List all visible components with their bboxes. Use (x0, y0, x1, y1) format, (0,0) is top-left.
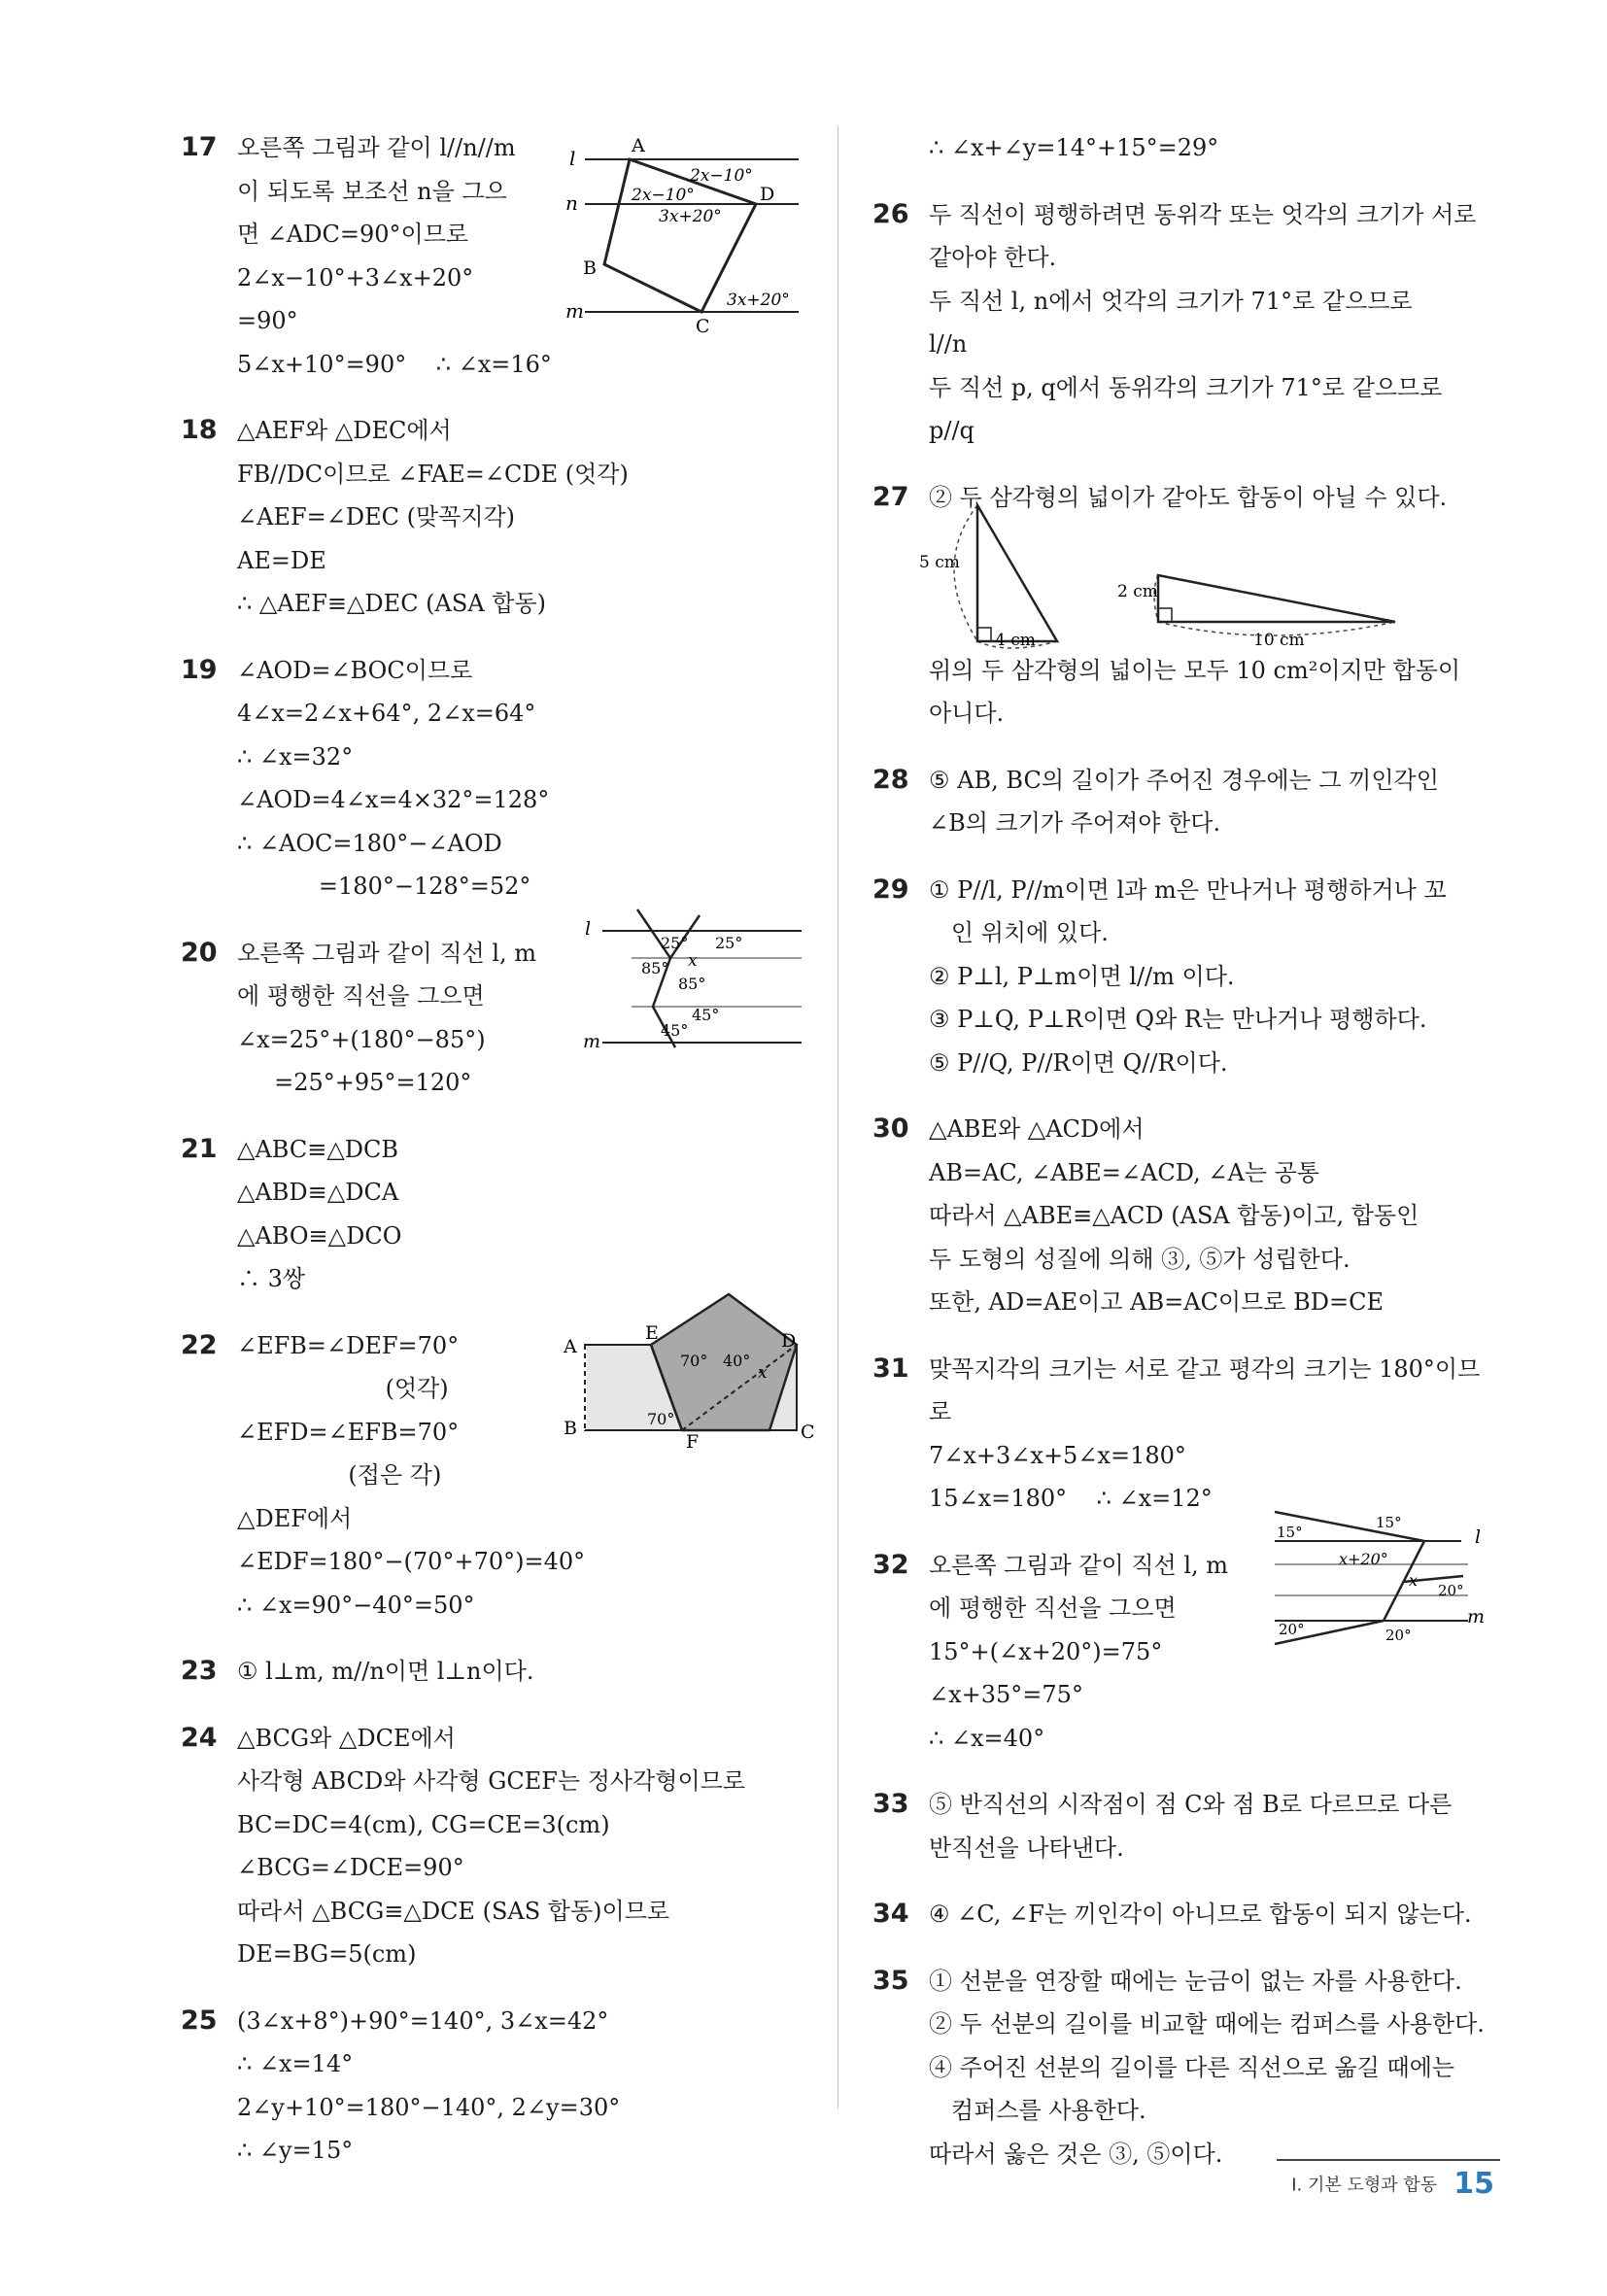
figure-17 (565, 132, 808, 336)
problem-number: 21 (181, 1133, 218, 1164)
solution-line: 에 평행한 직선을 그으면 (237, 982, 485, 1010)
solution-line: 2∠x−10°+3∠x+20° (237, 263, 474, 291)
solution-line: 오른쪽 그림과 같이 직선 l, m (929, 1551, 1229, 1579)
solution-line: ∴ 3쌍 (237, 1265, 306, 1292)
solution-line: 사각형 ABCD와 사각형 GCEF는 정사각형이므로 (237, 1767, 746, 1795)
solution-line: 두 도형의 성질에 의해 ③, ⑤가 성립한다. (929, 1245, 1351, 1273)
problem-body (237, 1128, 803, 1301)
solution-line: ∠AOD=∠BOC이므로 (237, 656, 473, 684)
solution-line: ∠EFD=∠EFB=70° (237, 1418, 460, 1446)
f27-side-2cm: 2 cm (1117, 582, 1158, 601)
problem-21 (181, 1128, 803, 1301)
solution-line: 오른쪽 그림과 같이 직선 l, m (237, 939, 537, 967)
solution-line: ∠AOD=4∠x=4×32°=128° (237, 786, 550, 813)
solution-line: 에 평행한 직선을 그으면 (929, 1594, 1177, 1622)
problem-19 (181, 649, 803, 908)
problem-number: 25 (181, 2005, 218, 2036)
solution-line: BC=DC=4(cm), CG=CE=3(cm) (237, 1810, 610, 1838)
right-column (872, 126, 1494, 2199)
f17-angle-1: 2x−10° (690, 166, 753, 186)
problem-body (929, 759, 1494, 845)
f17-label-l: l (569, 147, 576, 170)
solution-line: ∠AEF=∠DEC (맞꼭지각) (237, 503, 516, 531)
solution-line: ⑤ P//Q, P//R이면 Q//R이다. (929, 1048, 1228, 1077)
solution-line: 두 직선 l, n에서 엇각의 크기가 71°로 같으므로 (929, 287, 1413, 315)
problem-34 (872, 1893, 1494, 1936)
f20-angle-2: 25° (715, 934, 743, 952)
problem-number: 26 (872, 198, 909, 229)
f20-angle-6: 45° (692, 1006, 720, 1024)
problem-31 (872, 1348, 1494, 1521)
problem-35 (872, 1960, 1494, 2176)
f32-angle-1: 15° (1277, 1524, 1303, 1541)
chapter-label: Ⅰ. 기본 도형과 합동 (1291, 2175, 1438, 2196)
problem-number: 29 (872, 874, 909, 905)
problem-number: 22 (181, 1329, 218, 1360)
solution-line: ② 두 선분의 길이를 비교할 때에는 컴퍼스를 사용한다. (929, 2010, 1485, 2038)
f32-angle-5: 20° (1438, 1582, 1464, 1599)
problem-body (237, 2000, 803, 2173)
solution-line: ③ P⊥Q, P⊥R이면 Q와 R는 만나거나 평행하다. (929, 1006, 1427, 1033)
problem-number: 31 (872, 1353, 909, 1384)
problem-number: 23 (181, 1656, 218, 1686)
solution-line: =180°−128°=52° (237, 873, 531, 900)
problem-body (237, 409, 803, 626)
solution-line: FB//DC이므로 ∠FAE=∠CDE (엇각) (237, 460, 629, 488)
f20-angle-5: 85° (678, 975, 706, 993)
problem-25 (181, 2000, 803, 2173)
f20-label-m: m (583, 1031, 601, 1052)
solution-line: (엇각) (237, 1375, 449, 1402)
problem-body (929, 1348, 1494, 1521)
f22-point-d: D (781, 1330, 797, 1352)
solution-line: ∴ ∠x=32° (237, 742, 354, 771)
figure-22 (556, 1288, 815, 1453)
solution-line: ① l⊥m, m//n이면 l⊥n이다. (237, 1658, 534, 1685)
solution-line: 15∠x=180° ∴ ∠x=12° (929, 1485, 1213, 1512)
solution-line: 따라서 △BCG≡△DCE (SAS 합동)이므로 (237, 1897, 670, 1925)
f32-angle-4: x (1409, 1571, 1419, 1590)
f27-side-4cm: 4 cm (995, 631, 1036, 650)
solution-line: ∠EFB=∠DEF=70° (237, 1331, 460, 1359)
f22-point-c: C (801, 1422, 815, 1443)
problem-number: 18 (181, 415, 218, 445)
solution-line: l//n (929, 330, 968, 358)
f22-angle-4: 70° (647, 1410, 675, 1428)
solution-line: ④ ∠C, ∠F는 끼인각이 아니므로 합동이 되지 않는다. (929, 1901, 1472, 1928)
f32-angle-7: 20° (1385, 1627, 1412, 1644)
page-footer (1291, 2167, 1494, 2201)
solution-line: ∴ △AEF≡△DEC (ASA 합동) (237, 590, 547, 617)
solution-line: △ABC≡△DCB (237, 1135, 399, 1163)
problem-number: 32 (872, 1549, 909, 1580)
f20-angle-7: 45° (661, 1021, 689, 1040)
f17-angle-4: 3x+20° (727, 291, 790, 310)
problem-cont (872, 126, 1494, 170)
problem-33 (872, 1783, 1494, 1869)
f17-angle-2: 2x−10° (632, 186, 695, 205)
f17-point-c: C (696, 316, 710, 337)
f17-angle-3: 3x+20° (659, 207, 722, 226)
solution-line: ⑤ AB, BC의 길이가 주어진 경우에는 그 끼인각인 (929, 766, 1439, 794)
solution-line: 반직선을 나타낸다. (929, 1833, 1124, 1862)
solution-line: 또한, AD=AE이고 AB=AC이므로 BD=CE (929, 1288, 1384, 1316)
solution-line: △ABD≡△DCA (237, 1179, 399, 1206)
problem-number: 20 (181, 937, 218, 968)
solution-line: ∠x+35°=75° (929, 1681, 1083, 1708)
solution-line: ① P//l, P//m이면 l과 m은 만나거나 평행하거나 꼬 (929, 875, 1447, 904)
f27-side-5cm: 5 cm (919, 553, 960, 572)
problem-body (929, 1893, 1494, 1936)
solution-line: 두 직선 p, q에서 동위각의 크기가 71°로 같으므로 (929, 373, 1443, 401)
solution-line: ∴ ∠x=14° (237, 2050, 354, 2077)
problem-body (929, 1960, 1494, 2176)
solution-line: △DEF에서 (237, 1504, 353, 1532)
figure-32 (1269, 1508, 1497, 1654)
f22-point-a: A (564, 1336, 577, 1357)
f32-label-m: m (1467, 1606, 1486, 1628)
problem-body (929, 193, 1494, 453)
problem-body (237, 1650, 803, 1694)
problem-26 (872, 193, 1494, 453)
problem-18 (181, 409, 803, 626)
left-column (181, 126, 803, 2196)
problem-body (929, 1783, 1494, 1869)
solution-line: ∴ ∠AOC=180°−∠AOD (237, 829, 502, 857)
f20-angle-4: x (688, 951, 698, 971)
footer-rule (1277, 2159, 1500, 2161)
f22-point-f: F (686, 1431, 700, 1453)
problem-number: 17 (181, 132, 218, 162)
solution-line: p//q (929, 417, 974, 444)
solution-line: AE=DE (237, 546, 326, 574)
f17-label-n: n (565, 191, 578, 215)
solution-line: AB=AC, ∠ABE=∠ACD, ∠A는 공통 (929, 1158, 1319, 1186)
f22-point-b: B (564, 1418, 577, 1439)
solution-line: 2∠y+10°=180°−140°, 2∠y=30° (237, 2093, 621, 2121)
solution-line: △AEF와 △DEC에서 (237, 417, 452, 444)
solution-line: 면 ∠ADC=90°이므로 (237, 221, 469, 248)
solution-line: ⑤ 반직선의 시작점이 점 C와 점 B로 다르므로 다른 (929, 1791, 1453, 1818)
solution-line: =90° (237, 307, 298, 334)
f20-label-l: l (585, 918, 592, 940)
problem-28 (872, 759, 1494, 845)
f27-side-10cm: 10 cm (1253, 631, 1305, 650)
solution-line: ∴ ∠x=40° (929, 1724, 1045, 1752)
f22-angle-1: 70° (680, 1352, 708, 1370)
f22-angle-3: x (758, 1363, 768, 1383)
problem-30 (872, 1108, 1494, 1324)
f32-label-l: l (1475, 1526, 1482, 1548)
solution-line: 컴퍼스를 사용한다. (929, 2097, 1146, 2124)
problem-number: 24 (181, 1722, 218, 1753)
solution-line: (접은 각) (237, 1461, 442, 1489)
solution-line: ∴ ∠x=90°−40°=50° (237, 1591, 475, 1619)
solution-line: ∠EDF=180°−(70°+70°)=40° (237, 1548, 586, 1575)
solution-line: 두 직선이 평행하려면 동위각 또는 엇각의 크기가 서로 (929, 200, 1477, 228)
f22-angle-2: 40° (723, 1352, 751, 1370)
f22-point-e: E (645, 1322, 659, 1344)
solution-line: 5∠x+10°=90° ∴ ∠x=16° (237, 350, 552, 378)
f32-angle-6: 20° (1279, 1621, 1305, 1638)
solution-line: △BCG와 △DCE에서 (237, 1724, 456, 1752)
solution-line: 따라서 옳은 것은 ③, ⑤이다. (929, 2140, 1223, 2168)
problem-body (929, 126, 1494, 170)
solution-line: ∴ ∠y=15° (237, 2137, 354, 2164)
figure-27 (919, 497, 1405, 653)
solution-line: 오른쪽 그림과 같이 l//n//m (237, 134, 516, 161)
figure-20 (583, 911, 808, 1057)
solution-line: 따라서 △ABE≡△ACD (ASA 합동)이고, 합동인 (929, 1202, 1419, 1229)
f17-point-a: A (632, 135, 645, 156)
solution-line: 로 (929, 1398, 952, 1425)
f32-angle-2: 15° (1376, 1514, 1402, 1531)
solution-line: ① 선분을 연장할 때에는 눈금이 없는 자를 사용한다. (929, 1967, 1462, 1995)
problem-number: 35 (872, 1965, 909, 1996)
solution-line: ② 두 삼각형의 넓이가 같아도 합동이 아닐 수 있다. (929, 483, 1448, 511)
solution-line: 맞꼭지각의 크기는 서로 같고 평각의 크기는 180°이므 (929, 1354, 1481, 1383)
solution-line: 아니다. (929, 700, 1005, 727)
f17-point-b: B (583, 257, 597, 279)
problem-number: 27 (872, 481, 909, 512)
solution-line: 4∠x=2∠x+64°, 2∠x=64° (237, 700, 536, 727)
solution-line: ∴ ∠x+∠y=14°+15°=29° (929, 134, 1219, 161)
problem-body (237, 1717, 803, 1976)
problem-number: 28 (872, 764, 909, 795)
problem-number: 34 (872, 1899, 909, 1929)
solution-line: ② P⊥l, P⊥m이면 l//m 이다. (929, 962, 1235, 990)
solution-line: (3∠x+8°)+90°=140°, 3∠x=42° (237, 2006, 609, 2035)
problem-number (872, 126, 881, 169)
solution-line: △ABE와 △ACD에서 (929, 1115, 1145, 1143)
problem-body (929, 1108, 1494, 1324)
solution-line: ∠x=25°+(180°−85°) (237, 1025, 486, 1053)
page-number: 15 (1453, 2167, 1494, 2201)
solution-line: ∠B의 크기가 주어져야 한다. (929, 809, 1221, 837)
solution-line: 위의 두 삼각형의 넓이는 모두 10 cm²이지만 합동이 (929, 656, 1461, 684)
solution-line: DE=BG=5(cm) (237, 1940, 417, 1968)
f20-angle-1: 25° (661, 934, 689, 952)
solution-line: 이 되도록 보조선 n을 그으 (237, 177, 507, 205)
f32-angle-3: x+20° (1339, 1550, 1388, 1568)
solution-line: 인 위치에 있다. (929, 919, 1109, 946)
problem-23 (181, 1650, 803, 1694)
solution-line: △ABO≡△DCO (237, 1221, 402, 1250)
solution-line: ④ 주어진 선분의 길이를 다른 직선으로 옮길 때에는 (929, 2053, 1455, 2081)
problem-body (929, 869, 1494, 1085)
problem-number: 19 (181, 654, 218, 685)
problem-number: 30 (872, 1114, 909, 1144)
solution-line: ∠BCG=∠DCE=90° (237, 1854, 464, 1881)
f17-point-d: D (760, 184, 775, 205)
solution-line: 같아야 한다. (929, 244, 1057, 271)
problem-body (237, 649, 803, 908)
solution-line: 15°+(∠x+20°)=75° (929, 1637, 1163, 1665)
problem-number: 33 (872, 1789, 909, 1819)
problem-29 (872, 869, 1494, 1085)
f20-angle-3: 85° (641, 959, 669, 977)
f17-label-m: m (565, 299, 584, 323)
problem-24 (181, 1717, 803, 1976)
solution-line: =25°+95°=120° (237, 1069, 472, 1096)
solution-line: 7∠x+3∠x+5∠x=180° (929, 1441, 1186, 1469)
